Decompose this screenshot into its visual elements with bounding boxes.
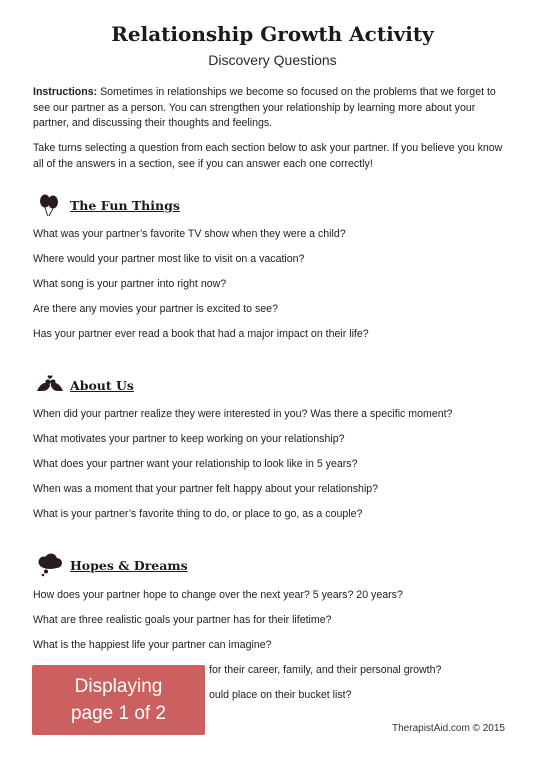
question-item-partially-hidden: ould place on their bucket list? bbox=[209, 689, 352, 701]
thought-cloud-icon bbox=[36, 553, 64, 577]
question-item: What are three realistic goals your partner has for their lifetime? bbox=[33, 614, 332, 626]
balloons-icon bbox=[36, 193, 64, 217]
page-title: Relationship Growth Activity bbox=[111, 22, 434, 46]
question-item: Where would your partner most like to visit on a vacation? bbox=[33, 253, 305, 265]
section-title: The Fun Things bbox=[70, 198, 180, 213]
copyright-footer: TherapistAid.com © 2015 bbox=[392, 723, 505, 734]
question-item-partially-hidden: for their career, family, and their personal growth? bbox=[209, 664, 442, 676]
page-indicator-badge bbox=[32, 665, 205, 735]
instructions-label: Instructions: bbox=[33, 86, 98, 98]
take-turns-paragraph: Take turns selecting a question from each section below to ask your partner. If you believe you know all of the answers in a section, see if you can answer each one correctly! bbox=[33, 142, 503, 170]
instructions-text: Sometimes in relationships we become so focused on the problems that we forget to see our partner as a person. You can strengthen your relationship by learning more about your partner, and discussing their thoughts and feelings. bbox=[33, 86, 496, 129]
lovebirds-icon bbox=[36, 373, 64, 397]
question-item: What was your partner’s favorite TV show when they were a child? bbox=[33, 228, 346, 240]
question-item: How does your partner hope to change over the next year? 5 years? 20 years? bbox=[33, 589, 403, 601]
section-heading-about-us bbox=[36, 373, 336, 397]
question-item: What song is your partner into right now? bbox=[33, 278, 227, 290]
question-item: When did your partner realize they were interested in you? Was there a specific moment? bbox=[33, 408, 453, 420]
question-item: Are there any movies your partner is excited to see? bbox=[33, 303, 278, 315]
question-item: What does your partner want your relationship to look like in 5 years? bbox=[33, 458, 358, 470]
page-indicator-line2: page 1 of 2 bbox=[70, 703, 167, 724]
question-item: What is your partner’s favorite thing to do, or place to go, as a couple? bbox=[33, 508, 363, 520]
question-item: When was a moment that your partner felt happy about your relationship? bbox=[33, 483, 379, 495]
section-heading-hopes-dreams bbox=[36, 553, 336, 577]
question-item: Has your partner ever read a book that had a major impact on their life? bbox=[33, 328, 369, 340]
section-title: Hopes & Dreams bbox=[70, 558, 188, 573]
question-item: What is the happiest life your partner can imagine? bbox=[33, 639, 272, 651]
question-item: What motivates your partner to keep working on your relationship? bbox=[33, 433, 345, 445]
page-indicator-line1: Displaying bbox=[74, 676, 163, 697]
section-title: About Us bbox=[70, 378, 134, 393]
page-subtitle: Discovery Questions bbox=[208, 52, 337, 68]
instructions-paragraph bbox=[33, 85, 513, 132]
section-heading-fun-things bbox=[36, 193, 336, 217]
